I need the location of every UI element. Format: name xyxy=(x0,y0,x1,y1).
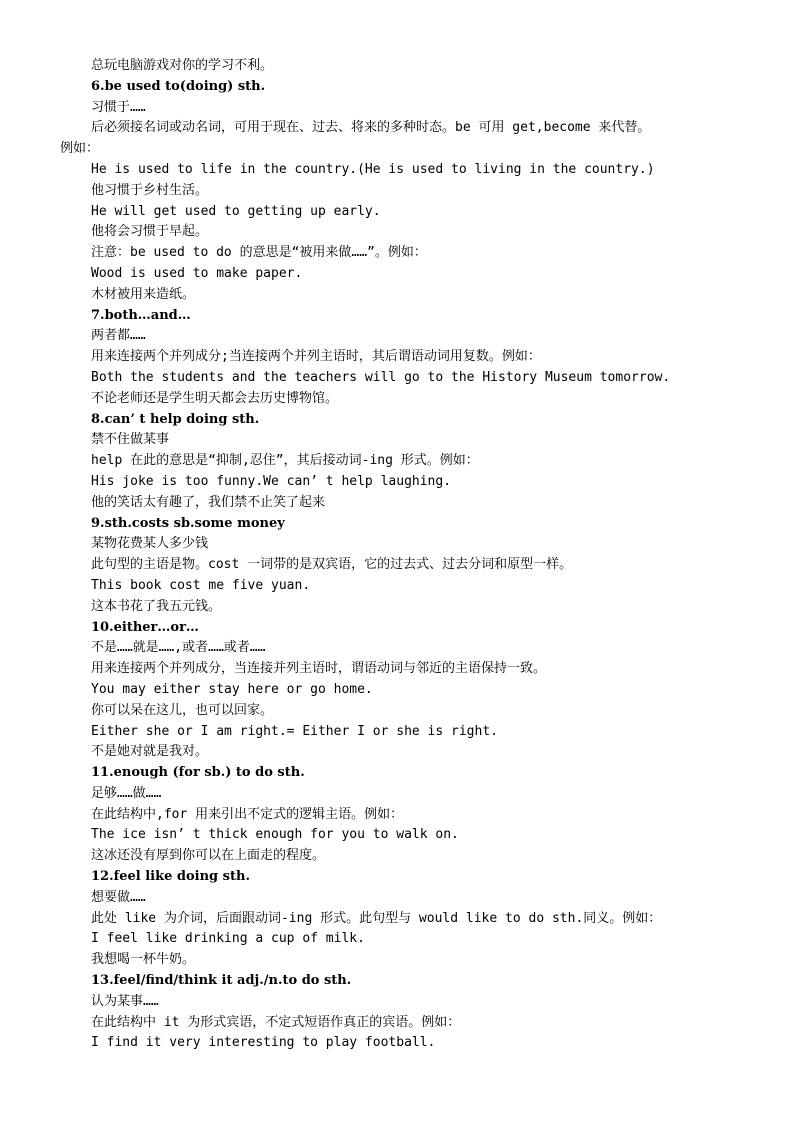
body-text-line: 两者都…… xyxy=(91,328,146,344)
body-text-line: Either she or I am right.= Either I or she is right. xyxy=(91,723,498,739)
body-text-line: 此句型的主语是物。cost 一词带的是双宾语，它的过去式、过去分词和原型一样。 xyxy=(91,557,573,573)
body-text-line: This book cost me five yuan. xyxy=(91,577,311,593)
body-text-line: Wood is used to make paper. xyxy=(91,265,303,281)
document-page xyxy=(0,56,794,1054)
body-text-line: 这冰还没有厚到你可以在上面走的程度。 xyxy=(91,848,326,864)
body-text-line: 木材被用来造纸。 xyxy=(91,286,196,302)
section-heading: 9.sth.costs sb.some money xyxy=(91,515,285,531)
body-text-line: 禁不住做某事 xyxy=(91,432,170,448)
section-heading: 11.enough (for sb.) to do sth. xyxy=(91,765,305,781)
body-text-line: Both the students and the teachers will go to the History Museum tomorrow. xyxy=(91,369,671,385)
body-text-line: 想要做…… xyxy=(91,889,146,905)
body-text-line: The ice isn’ t thick enough for you to walk on. xyxy=(91,827,459,843)
section-heading: 6.be used to(doing) sth. xyxy=(91,78,266,94)
body-text-line: 不论老师还是学生明天都会去历史博物馆。 xyxy=(91,390,339,406)
body-text-line: 不是……就是……,或者……或者…… xyxy=(91,640,266,656)
body-text-line: 足够……做…… xyxy=(91,785,162,801)
section-heading: 12.feel like doing sth. xyxy=(91,869,250,885)
body-text-line: His joke is too funny.We can’ t help laughing. xyxy=(91,473,452,489)
section-heading: 8.can’ t help doing sth. xyxy=(91,411,260,427)
section-heading: 10.either…or… xyxy=(91,619,199,635)
body-text-line: 这本书花了我五元钱。 xyxy=(91,598,222,614)
body-text-line: 认为某事…… xyxy=(91,993,159,1009)
section-heading: 13.feel/find/think it adj./n.to do sth. xyxy=(91,973,352,989)
body-text-line: 他的笑话太有趣了，我们禁不止笑了起来 xyxy=(91,494,326,510)
section-heading: 7.both…and… xyxy=(91,307,191,323)
body-text-line: He will get used to getting up early. xyxy=(91,203,381,219)
body-text-line: 不是她对就是我对。 xyxy=(91,744,209,760)
body-text-line: help 在此的意思是“抑制,忍住”，其后接动词-ing 形式。例如： xyxy=(91,453,479,469)
body-text-line: 他习惯于乡村生活。 xyxy=(91,182,209,198)
body-text-line: 注意：be used to do 的意思是“被用来做……”。例如： xyxy=(91,245,427,261)
continuation-line: 例如： xyxy=(60,141,100,157)
body-text-line: I find it very interesting to play football. xyxy=(91,1035,436,1051)
body-text-line: 习惯于…… xyxy=(91,99,146,115)
body-text-line: 在此结构中,for 用来引出不定式的逻辑主语。例如： xyxy=(91,806,404,822)
body-text-line: 此处 like 为介词，后面跟动词-ing 形式。此句型与 would like to do sth.同义。例如： xyxy=(91,910,662,926)
body-text-line: 某物花费某人多少钱 xyxy=(91,536,209,552)
body-text-line: He is used to life in the country.(He is used to living in the country.) xyxy=(91,161,655,177)
body-text-line: 总玩电脑游戏对你的学习不利。 xyxy=(91,58,274,73)
body-text-line: 我想喝一杯牛奶。 xyxy=(91,952,196,968)
body-text-line: I feel like drinking a cup of milk. xyxy=(91,931,365,947)
body-text-line: You may either stay here or go home. xyxy=(91,681,373,697)
body-text-line: 他将会习惯于早起。 xyxy=(91,224,209,240)
body-text-line: 后必须接名词或动名词，可用于现在、过去、将来的多种时态。be 可用 get,become 来代替。 xyxy=(91,120,651,136)
body-text-line: 用来连接两个并列成分;当连接两个并列主语时，其后谓语动词用复数。例如： xyxy=(91,349,541,365)
body-text-line: 你可以呆在这儿，也可以回家。 xyxy=(91,702,274,718)
body-text-line: 在此结构中 it 为形式宾语，不定式短语作真正的宾语。例如： xyxy=(91,1014,461,1030)
body-text-line: 用来连接两个并列成分，当连接并列主语时，谓语动词与邻近的主语保持一致。 xyxy=(91,661,547,677)
